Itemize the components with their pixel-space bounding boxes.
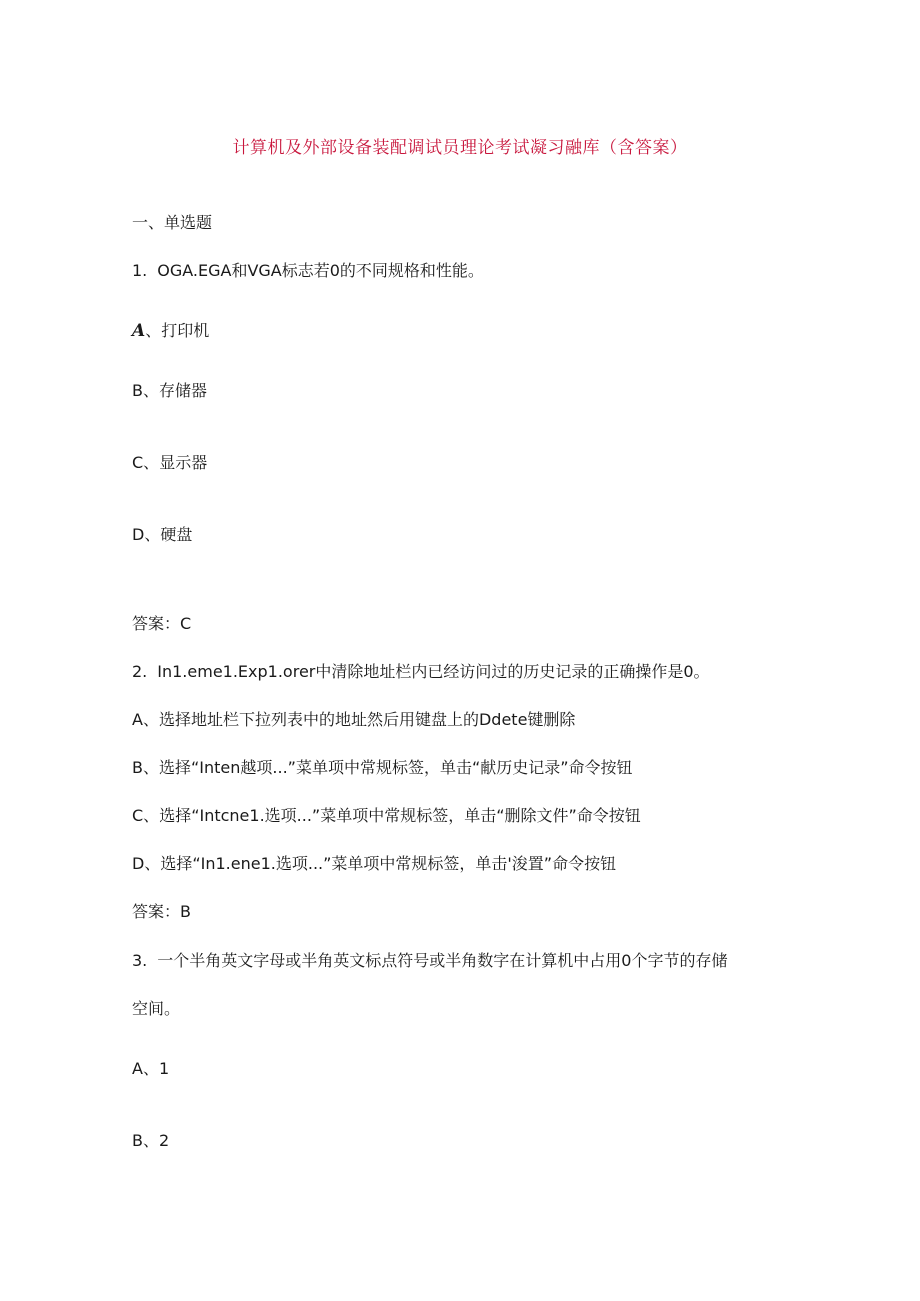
option-separator: 、 bbox=[144, 854, 161, 873]
section-heading: 一、单选题 bbox=[132, 213, 213, 232]
option-separator: 、 bbox=[142, 710, 159, 729]
option-separator: 、 bbox=[142, 381, 159, 400]
question-3-stem bbox=[132, 950, 727, 972]
question-2-option-b bbox=[132, 757, 633, 779]
question-text: OGA.EGA和VGA标志若0的不同规格和性能。 bbox=[157, 261, 484, 280]
question-number: 1. bbox=[132, 261, 148, 280]
option-text: 显示器 bbox=[159, 453, 208, 472]
option-letter: A bbox=[132, 321, 146, 341]
question-3-option-a bbox=[132, 1058, 169, 1080]
question-1-option-a bbox=[132, 320, 209, 342]
option-separator: 、 bbox=[144, 525, 161, 544]
option-text: 选择地址栏下拉列表中的地址然后用键盘上的Ddete键删除 bbox=[158, 710, 576, 729]
option-letter: B bbox=[132, 758, 143, 777]
option-text: 选择“Intcne1.选项...”菜单项中常规标签，单击“删除文件”命令按钮 bbox=[159, 806, 641, 825]
option-separator: 、 bbox=[142, 1059, 159, 1078]
question-1-option-d bbox=[132, 524, 192, 546]
option-text: 选择“In1.ene1.选项...”菜单项中常规标签，单击'浚置”命令按钮 bbox=[160, 854, 617, 873]
question-3-option-b bbox=[132, 1130, 169, 1152]
question-text: In1.eme1.Exp1.orer中清除地址栏内已经访问过的历史记录的正确操作是0。 bbox=[157, 662, 710, 681]
option-text: 存储器 bbox=[159, 381, 208, 400]
question-1-stem bbox=[132, 260, 484, 282]
option-letter: C bbox=[132, 806, 144, 825]
option-letter: B bbox=[132, 381, 143, 400]
question-2-option-d bbox=[132, 853, 616, 875]
question-number: 2. bbox=[132, 662, 148, 681]
question-1-answer: 答案：C bbox=[132, 614, 192, 633]
question-number: 3. bbox=[132, 951, 148, 970]
question-1-option-c bbox=[132, 452, 207, 474]
question-1-option-b bbox=[132, 380, 207, 402]
option-letter: B bbox=[132, 1131, 143, 1150]
option-separator: 、 bbox=[142, 758, 159, 777]
page-title: 计算机及外部设备装配调试员理论考试凝习融库（含答案） bbox=[232, 138, 688, 158]
option-letter: D bbox=[132, 525, 145, 544]
question-3-stem-continued: 空间。 bbox=[132, 999, 181, 1018]
question-text: 一个半角英文字母或半角英文标点符号或半角数字在计算机中占用0个字节的存储 bbox=[157, 951, 728, 970]
question-2-answer: 答案：B bbox=[132, 902, 191, 921]
option-text: 选择“Inten越项...”菜单项中常规标签，单击“献历史记录”命令按钮 bbox=[159, 758, 633, 777]
question-2-option-c bbox=[132, 805, 641, 827]
option-separator: 、 bbox=[143, 806, 160, 825]
option-text: 2 bbox=[159, 1131, 170, 1150]
option-separator: 、 bbox=[142, 1131, 159, 1150]
option-letter: C bbox=[132, 453, 144, 472]
question-2-option-a bbox=[132, 709, 575, 731]
option-letter: A bbox=[132, 710, 143, 729]
option-text: 硬盘 bbox=[160, 525, 193, 544]
option-separator: 、 bbox=[145, 321, 162, 340]
option-letter: A bbox=[132, 1059, 143, 1078]
option-separator: 、 bbox=[143, 453, 160, 472]
question-2-stem bbox=[132, 661, 710, 683]
option-text: 打印机 bbox=[161, 321, 210, 340]
option-letter: D bbox=[132, 854, 145, 873]
option-text: 1 bbox=[158, 1059, 170, 1078]
